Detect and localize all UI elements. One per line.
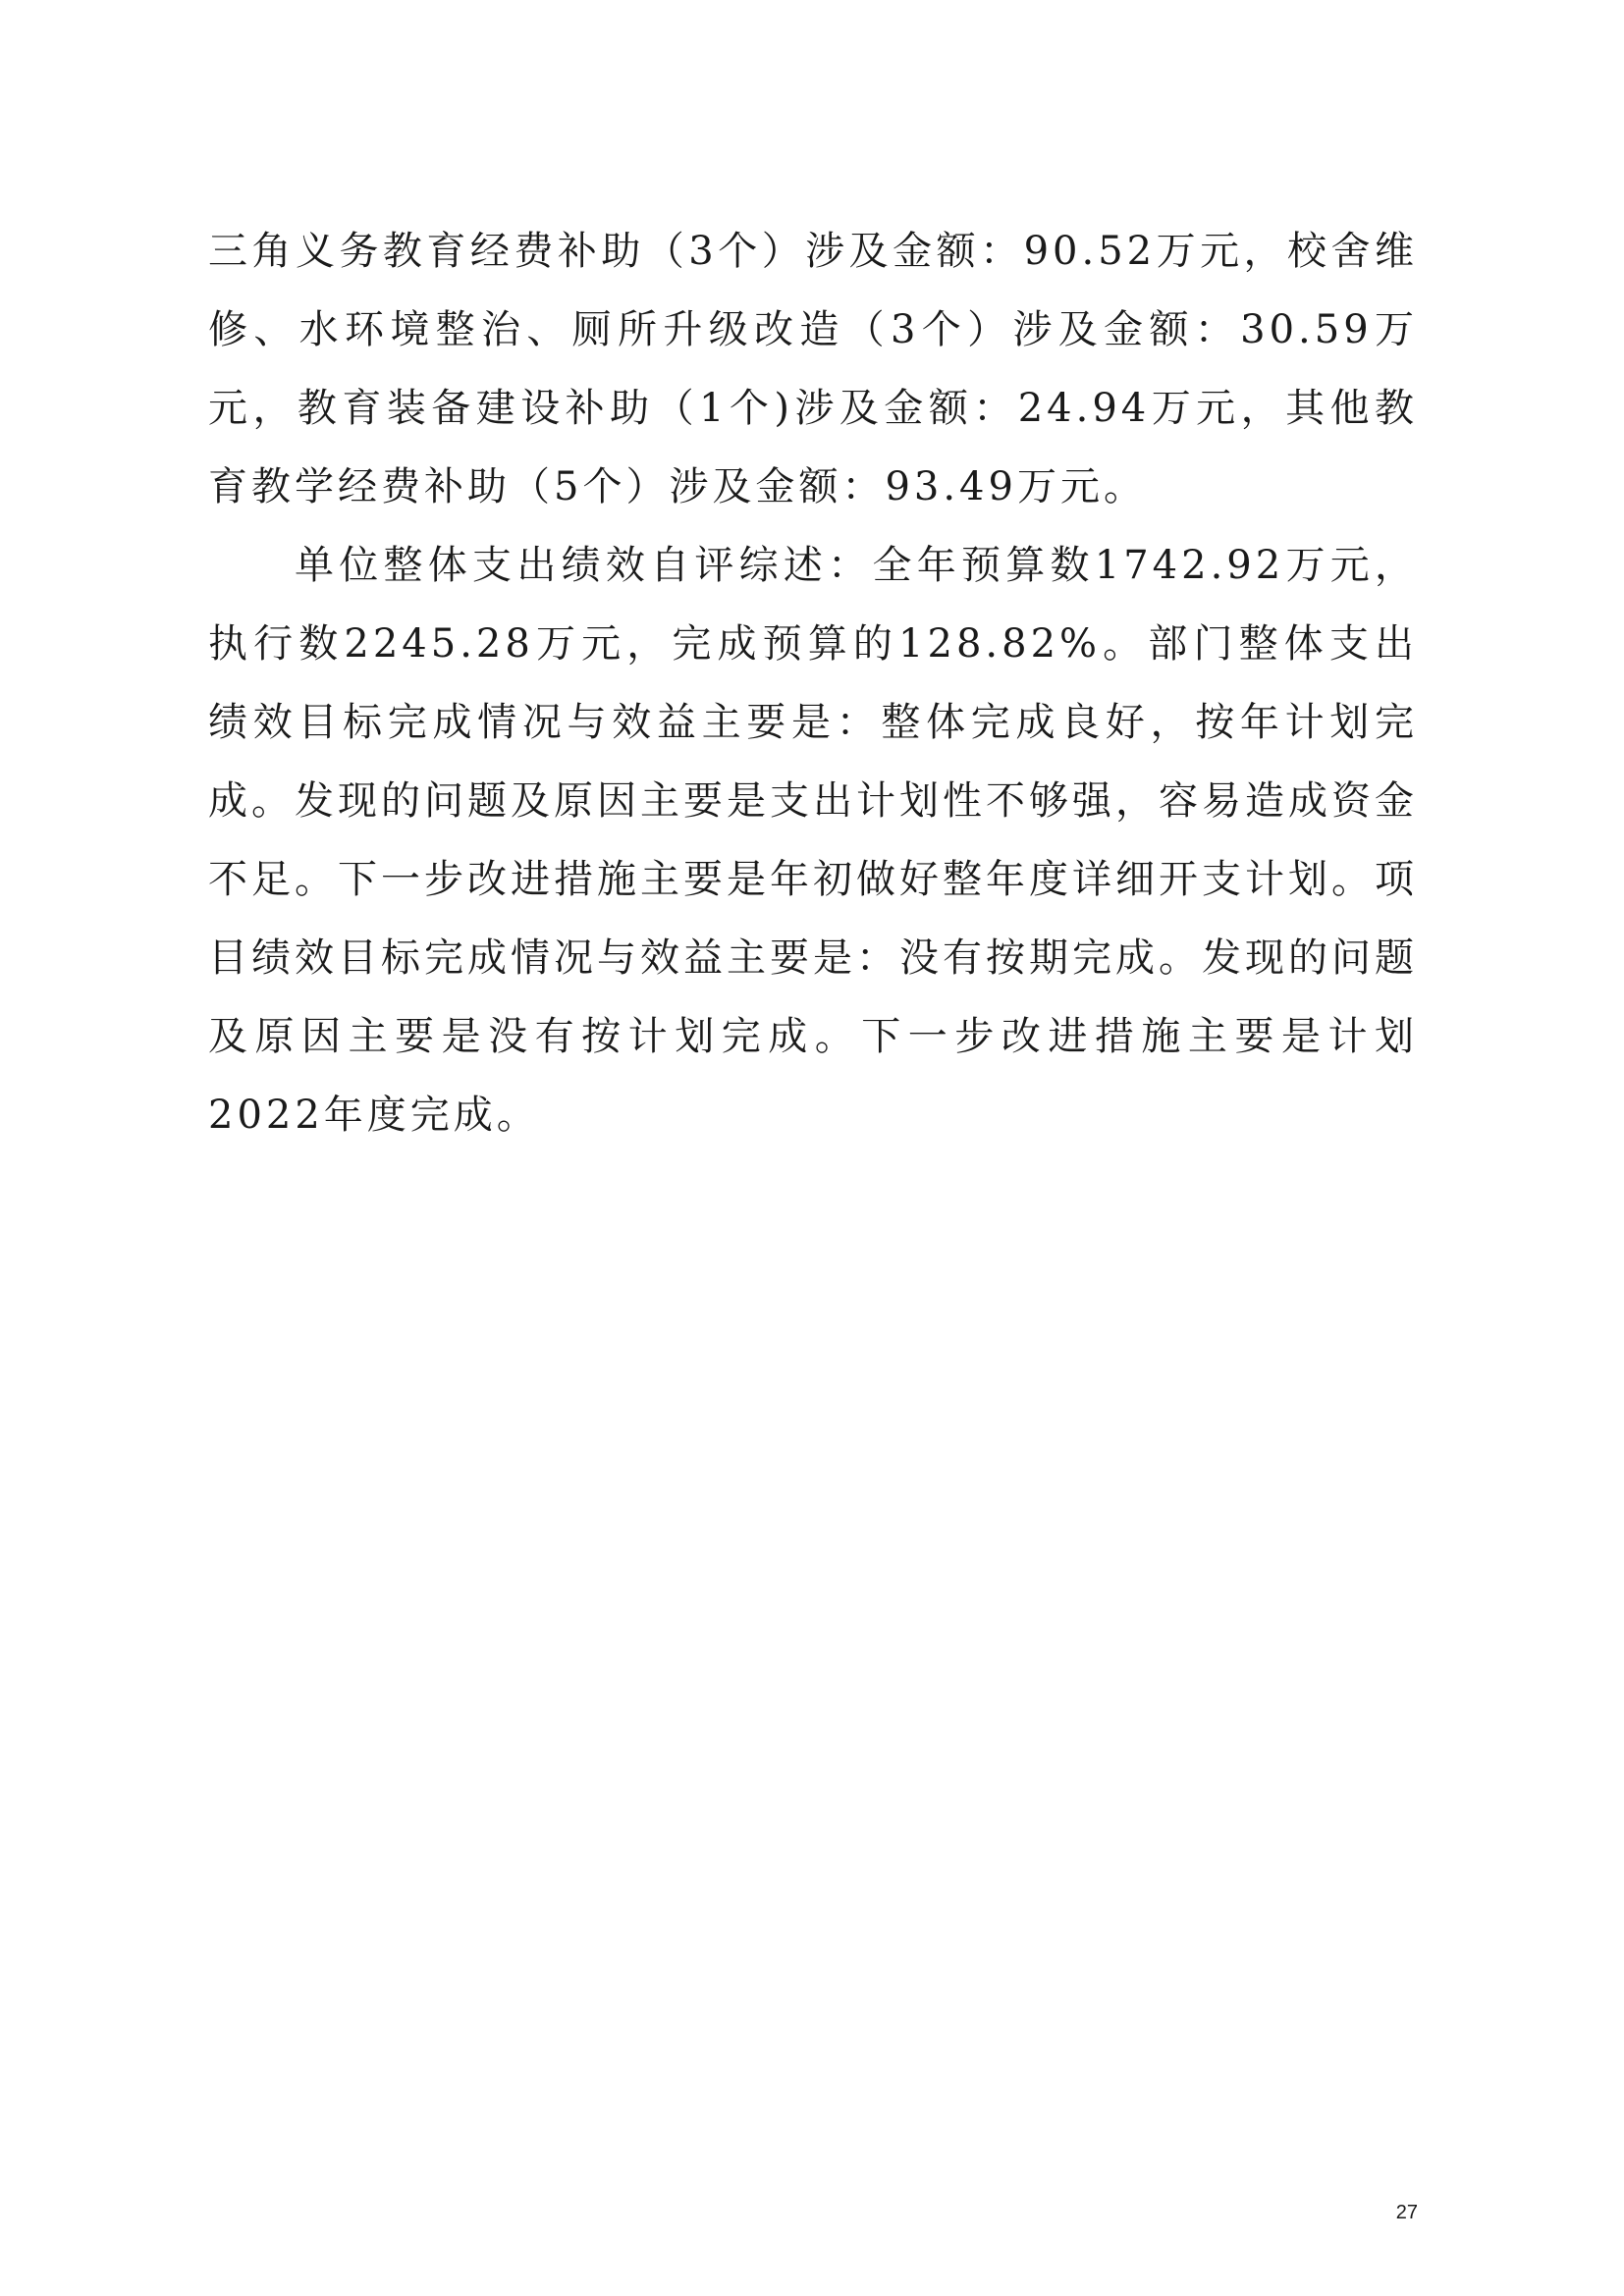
paragraph-performance-summary: 单位整体支出绩效自评综述：全年预算数1742.92万元，执行数2245.28万元，完成预算的128.82%。部门整体支出绩效目标完成情况与效益主要是：整体完成良好，按年计划完成。发现的问题及原因主要是支出计划性不够强，容易造成资金不足。下一步改进措施主要是年初做好整年度详细开支计划。项目绩效目标完成情况与效益主要是：没有按期完成。发现的问题及原因主要是没有按计划完成。下一步改进措施主要是计划2022年度完成。 [208, 543, 1418, 1138]
page-number: 27 [1395, 2202, 1418, 2223]
paragraph-continued: 三角义务教育经费补助（3个）涉及金额：90.52万元，校舍维修、水环境整治、厕所升级改造（3个）涉及金额：30.59万元，教育装备建设补助（1个)涉及金额：24.94万元，其他教育教学经费补助（5个）涉及金额：93.49万元。 [208, 229, 1418, 509]
body-text [208, 212, 1418, 1154]
